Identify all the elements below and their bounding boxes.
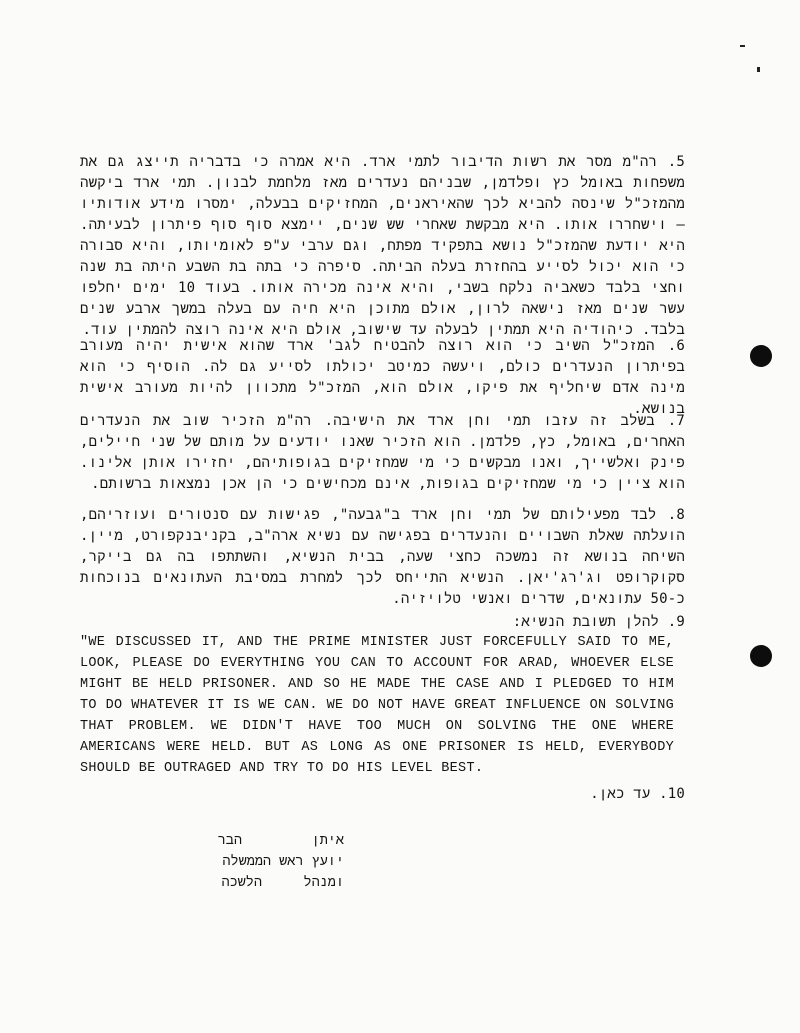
signature-title: יועץ ראש הממשלה [222,853,344,869]
paragraph-number: 8. [667,507,685,523]
scan-speck [757,67,760,72]
paragraph-7 [80,411,685,495]
paragraph-text: לבד מפעילותם של תמי וחן ארד ב"גבעה", פגישות עם סנטורים ועוזריהם, הועלתה שאלת השבויים והנעדרים בפגישה עם נשיא ארה"ב, בקניבנקפורט, מיין. השיחה בנושא זה נמשכה כחצי שעה, בבית הנשיא, והשתתפו בה גם בייקר, סקוקרופט וג'רג'יאן. הנשיא התייחס לכך למחרת במסיבת העתונאים בנוכחות כ-50 עתונאים, שדרים ואנשי טלויזיה. [80,507,685,607]
paragraph-5 [80,152,685,341]
paragraph-number: 7. [667,413,685,429]
signature-first-name: איתן [311,832,344,848]
president-quote: "WE DISCUSSED IT, AND THE PRIME MINISTER JUST FORCEFULLY SAID TO ME, LOOK, PLEASE DO EVERYTHING YOU CAN TO ACCOUNT FOR ARAD, WHOEVER ELSE MIGHT BE HELD PRISONER. AND SO HE MADE THE CASE AND I PLEDGED TO HIM TO DO WHATEVER IT IS WE CAN. WE DO NOT HAVE GREAT INFLUENCE ON SOLVING THAT PROBLEM. WE DIDN'T HAVE TOO MUCH ON SOLVING THE ONE WHERE AMERICANS WERE HELD. BUT AS LONG AS ONE PRISONER IS HELD, EVERYBODY SHOULD BE OUTRAGED AND TRY TO DO HIS LEVEL BEST. [80,635,674,776]
paragraph-9 [80,612,685,633]
paragraph-10 [470,784,685,805]
paragraph-text: עד כאן. [590,786,651,802]
paragraph-number: 6. [667,338,685,354]
paragraph-text: בשלב זה עזבו תמי וחן ארד את הישיבה. רה"מ הזכיר שוב את הנעדרים האחרים, באומל, כץ, פלדמן. הוא הזכיר שאנו יודעים על מותם של שני חיילים, פינק ואלשייך, ואנו מבקשים כי מי שמחזיקים בגופותיהם, יחזירו אותן אלינו. הוא ציין כי מי שמחזיקים בגופות, אינם מכחישים כי הן אכן נמצאות ברשותם. [80,413,685,492]
signature-last-name: הבר [217,832,242,848]
signature-line3-right: ומנהל [303,874,344,890]
signature-line3-left: הלשכה [221,874,262,890]
punch-hole [750,645,772,667]
punch-hole [750,345,772,367]
paragraph-6 [80,336,685,420]
paragraph-8 [80,505,685,610]
paragraph-number: 5. [667,154,685,170]
scan-speck [740,45,745,47]
paragraph-number: 10. [659,786,685,802]
paragraph-text: להלן תשובת הנשיא: [512,614,660,630]
paragraph-text: רה"מ מסר את רשות הדיבור לתמי ארד. היא אמרה כי בדבריה תייצג גם את משפחות באומל כץ ופלדמן, שבניהם נעדרים מאז מלחמת לבנון. תמי ארד ביקשה מהמזכ"ל שינסה להביא לכך שהאיראנים, המחזיקים בבעלה, ימסרו מידע אודותיו – וישחררו אותו. היא מבקשת שאחרי שש שנים, יימצא סוף סוף פיתרון לבעיתה. היא יודעת שהמזכ"ל נושא בתפקיד מפתח, וגם ערבי ע"פ לאומיותו, והיא סבורה כי הוא יכול לסייע בהחזרת בעלה הביתה. סיפרה כי בתה בת השבע היתה בת שנה וחצי בלבד כשאביה נלקח בשבי, והיא אינה מכירה אותו. בעוד 10 ימים יחלפו עשר שנים מאז נישאה לרון, אולם מתוכן היא חיה עם בעלה במשך ארבע שנים בלבד. כיהודיה היא תמתין לבעלה עד שישוב, אולם היא אינה רוצה להמתין עוד. [80,154,686,338]
paragraph-text: המזכ"ל השיב כי הוא רוצה להבטיח לגב' ארד שהוא אישית יהיה מעורב בפיתרון הנעדרים כולם, ויעשה כמיטב יכולתו לסייע גם לה. הוסיף כי הוא מינה אדם שיחליף את פיקו, אולם הוא, המזכ"ל מתכוון להיות מעורב אישית בנושא. [80,338,685,417]
paragraph-number: 9. [667,614,685,630]
